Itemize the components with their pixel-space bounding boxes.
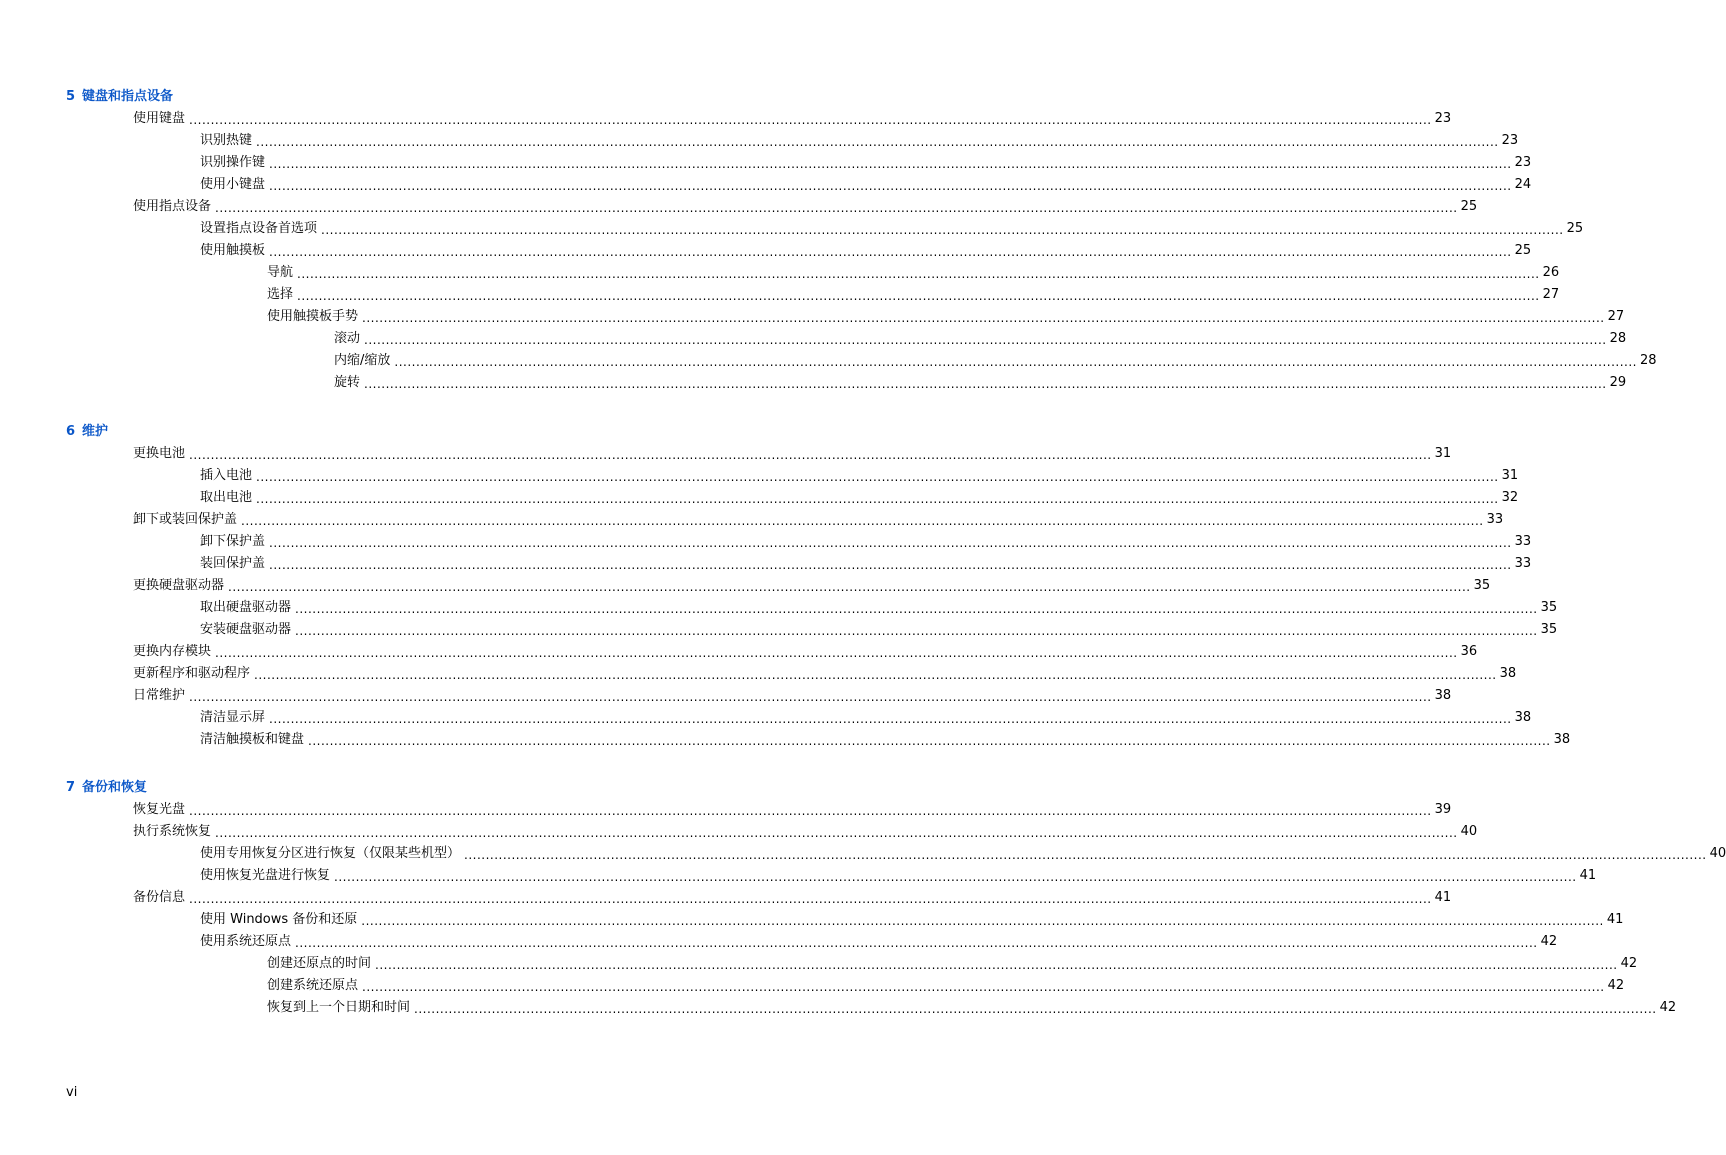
toc-entry-page: 32 — [1501, 490, 1519, 505]
toc-entry-title: 使用触摸板手势 — [267, 309, 359, 324]
toc-entry[interactable] — [200, 154, 1532, 172]
dot-leader: ................................................................................................................................................................................................................................................................................................ — [269, 179, 1512, 193]
dot-leader: ................................................................................................................................................................................................................................................................................................ — [269, 712, 1512, 726]
dot-leader: ................................................................................................................................................................................................................................................................................................ — [215, 826, 1458, 840]
toc-entry-title: 安装硬盘驱动器 — [200, 622, 292, 637]
toc-entry-title: 滚动 — [334, 331, 361, 346]
dot-leader: ................................................................................................................................................................................................................................................................................................ — [256, 492, 1499, 506]
toc-entry[interactable] — [133, 110, 1452, 128]
toc-entry[interactable] — [267, 977, 1625, 995]
toc-entry[interactable] — [133, 687, 1452, 705]
toc-entry-page: 28 — [1609, 331, 1627, 346]
toc-entry-title: 更换内存模块 — [133, 644, 212, 659]
dot-leader: ................................................................................................................................................................................................................................................................................................ — [269, 157, 1512, 171]
toc-entry-title: 设置指点设备首选项 — [200, 221, 318, 236]
dot-leader: ................................................................................................................................................................................................................................................................................................ — [228, 580, 1471, 594]
toc-entry[interactable] — [200, 555, 1532, 573]
toc-entry[interactable] — [334, 374, 1627, 392]
toc-entry[interactable] — [267, 999, 1677, 1017]
dot-leader: ................................................................................................................................................................................................................................................................................................ — [361, 914, 1604, 928]
toc-entry-page: 33 — [1514, 556, 1532, 571]
chapter-heading[interactable] — [66, 779, 147, 797]
toc-entry[interactable] — [200, 621, 1558, 639]
toc-entry-page: 42 — [1540, 934, 1558, 949]
toc-entry-title: 恢复光盘 — [133, 802, 186, 817]
toc-entry-title: 创建还原点的时间 — [267, 956, 372, 971]
dot-leader: ................................................................................................................................................................................................................................................................................................ — [256, 135, 1499, 149]
toc-entry-page: 23 — [1434, 111, 1452, 126]
toc-entry[interactable] — [200, 845, 1726, 863]
dot-leader: ................................................................................................................................................................................................................................................................................................ — [295, 624, 1538, 638]
chapter-number: 7 — [66, 780, 76, 795]
toc-entry-page: 40 — [1460, 824, 1478, 839]
toc-entry-page: 27 — [1607, 309, 1625, 324]
dot-leader: ................................................................................................................................................................................................................................................................................................ — [189, 448, 1432, 462]
toc-entry[interactable] — [200, 132, 1519, 150]
toc-entry-title: 使用恢复光盘进行恢复 — [200, 868, 331, 883]
toc-entry-page: 31 — [1434, 446, 1452, 461]
toc-entry-page: 25 — [1514, 243, 1532, 258]
chapter-heading[interactable] — [66, 423, 108, 441]
toc-entry-title: 日常维护 — [133, 688, 186, 703]
dot-leader: ................................................................................................................................................................................................................................................................................................ — [256, 470, 1499, 484]
toc-entry-title: 清洁显示屏 — [200, 710, 266, 725]
dot-leader: ................................................................................................................................................................................................................................................................................................ — [189, 113, 1432, 127]
toc-entry-page: 35 — [1473, 578, 1491, 593]
chapter-title: 维护 — [82, 424, 109, 439]
toc-entry-title: 使用 Windows 备份和还原 — [200, 912, 358, 927]
toc-entry[interactable] — [200, 467, 1519, 485]
dot-leader: ................................................................................................................................................................................................................................................................................................ — [364, 377, 1607, 391]
dot-leader: ................................................................................................................................................................................................................................................................................................ — [269, 558, 1512, 572]
toc-entry[interactable] — [200, 933, 1558, 951]
toc-entry[interactable] — [200, 533, 1532, 551]
toc-entry-page: 26 — [1542, 265, 1560, 280]
toc-entry-title: 更换电池 — [133, 446, 186, 461]
dot-leader: ................................................................................................................................................................................................................................................................................................ — [297, 289, 1540, 303]
toc-entry[interactable] — [200, 911, 1624, 929]
dot-leader: ................................................................................................................................................................................................................................................................................................ — [295, 602, 1538, 616]
toc-entry[interactable] — [267, 955, 1638, 973]
page-number: vi — [66, 1085, 78, 1100]
dot-leader: ................................................................................................................................................................................................................................................................................................ — [334, 870, 1577, 884]
toc-entry-title: 使用专用恢复分区进行恢复（仅限某些机型） — [200, 846, 461, 861]
toc-entry[interactable] — [133, 889, 1452, 907]
dot-leader: ................................................................................................................................................................................................................................................................................................ — [189, 892, 1432, 906]
toc-entry-page: 28 — [1639, 353, 1657, 368]
toc-entry-title: 更换硬盘驱动器 — [133, 578, 225, 593]
dot-leader: ................................................................................................................................................................................................................................................................................................ — [241, 514, 1484, 528]
toc-entry-page: 41 — [1579, 868, 1597, 883]
dot-leader: ................................................................................................................................................................................................................................................................................................ — [464, 848, 1707, 862]
dot-leader: ................................................................................................................................................................................................................................................................................................ — [189, 804, 1432, 818]
toc-entry-title: 旋转 — [334, 375, 361, 390]
toc-entry-page: 41 — [1434, 890, 1452, 905]
toc-entry[interactable] — [334, 352, 1657, 370]
dot-leader: ................................................................................................................................................................................................................................................................................................ — [295, 936, 1538, 950]
toc-entry-page: 33 — [1514, 534, 1532, 549]
toc-entry[interactable] — [200, 242, 1532, 260]
toc-entry-title: 取出硬盘驱动器 — [200, 600, 292, 615]
toc-entry[interactable] — [267, 264, 1560, 282]
dot-leader: ................................................................................................................................................................................................................................................................................................ — [362, 311, 1605, 325]
toc-entry[interactable] — [200, 599, 1558, 617]
toc-entry-title: 使用指点设备 — [133, 199, 212, 214]
toc-entry-title: 清洁触摸板和键盘 — [200, 732, 305, 747]
toc-entry-page: 29 — [1609, 375, 1627, 390]
toc-entry-title: 备份信息 — [133, 890, 186, 905]
toc-entry-page: 39 — [1434, 802, 1452, 817]
toc-entry[interactable] — [334, 330, 1627, 348]
dot-leader: ................................................................................................................................................................................................................................................................................................ — [215, 646, 1458, 660]
chapter-number: 5 — [66, 89, 76, 104]
toc-entry-title: 使用触摸板 — [200, 243, 266, 258]
toc-entry-page: 36 — [1460, 644, 1478, 659]
toc-entry-title: 识别热键 — [200, 133, 253, 148]
chapter-title: 键盘和指点设备 — [82, 89, 174, 104]
toc-entry-title: 取出电池 — [200, 490, 253, 505]
dot-leader: ................................................................................................................................................................................................................................................................................................ — [297, 267, 1540, 281]
toc-entry-title: 卸下保护盖 — [200, 534, 266, 549]
toc-entry-page: 23 — [1501, 133, 1519, 148]
toc-entry[interactable] — [133, 665, 1517, 683]
dot-leader: ................................................................................................................................................................................................................................................................................................ — [254, 668, 1497, 682]
toc-entry-title: 恢复到上一个日期和时间 — [267, 1000, 411, 1015]
toc-entry[interactable] — [133, 823, 1478, 841]
chapter-number: 6 — [66, 424, 76, 439]
dot-leader: ................................................................................................................................................................................................................................................................................................ — [189, 690, 1432, 704]
toc-entry[interactable] — [267, 286, 1560, 304]
toc-entry-page: 27 — [1542, 287, 1560, 302]
dot-leader: ................................................................................................................................................................................................................................................................................................ — [269, 536, 1512, 550]
toc-entry[interactable] — [133, 643, 1478, 661]
toc-entry-page: 40 — [1709, 846, 1726, 861]
toc-entry-title: 导航 — [267, 265, 294, 280]
toc-entry-page: 25 — [1460, 199, 1478, 214]
dot-leader: ................................................................................................................................................................................................................................................................................................ — [362, 980, 1605, 994]
toc-entry[interactable] — [267, 308, 1625, 326]
dot-leader: ................................................................................................................................................................................................................................................................................................ — [215, 201, 1458, 215]
toc-entry-title: 使用小键盘 — [200, 177, 266, 192]
toc-entry-page: 38 — [1434, 688, 1452, 703]
toc-entry[interactable] — [200, 731, 1571, 749]
toc-entry-page: 35 — [1540, 622, 1558, 637]
toc-entry-title: 更新程序和驱动程序 — [133, 666, 251, 681]
chapter-heading[interactable] — [66, 88, 173, 106]
toc-entry[interactable] — [200, 176, 1532, 194]
chapter-title: 备份和恢复 — [82, 780, 148, 795]
toc-entry-page: 33 — [1486, 512, 1504, 527]
toc-entry[interactable] — [200, 709, 1532, 727]
toc-entry-title: 选择 — [267, 287, 294, 302]
toc-entry[interactable] — [133, 577, 1491, 595]
toc-entry-page: 35 — [1540, 600, 1558, 615]
toc-entry-title: 插入电池 — [200, 468, 253, 483]
dot-leader: ................................................................................................................................................................................................................................................................................................ — [321, 223, 1564, 237]
toc-entry-page: 31 — [1501, 468, 1519, 483]
toc-entry-title: 装回保护盖 — [200, 556, 266, 571]
toc-entry-page: 38 — [1514, 710, 1532, 725]
toc-entry-page: 23 — [1514, 155, 1532, 170]
toc-entry[interactable] — [133, 445, 1452, 463]
toc-entry[interactable] — [200, 489, 1519, 507]
toc-entry[interactable] — [133, 801, 1452, 819]
dot-leader: ................................................................................................................................................................................................................................................................................................ — [269, 245, 1512, 259]
dot-leader: ................................................................................................................................................................................................................................................................................................ — [308, 734, 1551, 748]
toc-entry-title: 执行系统恢复 — [133, 824, 212, 839]
dot-leader: ................................................................................................................................................................................................................................................................................................ — [375, 958, 1618, 972]
toc-entry[interactable] — [200, 220, 1584, 238]
toc-entry-title: 使用键盘 — [133, 111, 186, 126]
toc-entry-page: 42 — [1620, 956, 1638, 971]
dot-leader: ................................................................................................................................................................................................................................................................................................ — [394, 355, 1637, 369]
toc-entry-title: 创建系统还原点 — [267, 978, 359, 993]
toc-entry-page: 25 — [1566, 221, 1584, 236]
toc-entry[interactable] — [133, 511, 1504, 529]
dot-leader: ................................................................................................................................................................................................................................................................................................ — [414, 1002, 1657, 1016]
toc-entry-page: 41 — [1606, 912, 1624, 927]
toc-entry-page: 24 — [1514, 177, 1532, 192]
toc-entry-page: 42 — [1607, 978, 1625, 993]
toc-entry-page: 38 — [1499, 666, 1517, 681]
toc-entry-title: 卸下或装回保护盖 — [133, 512, 238, 527]
dot-leader: ................................................................................................................................................................................................................................................................................................ — [364, 333, 1607, 347]
toc-entry-title: 内缩/缩放 — [334, 353, 391, 368]
toc-entry-page: 38 — [1553, 732, 1571, 747]
toc-entry-page: 42 — [1659, 1000, 1677, 1015]
toc-entry-title: 使用系统还原点 — [200, 934, 292, 949]
toc-entry[interactable] — [133, 198, 1478, 216]
toc-entry[interactable] — [200, 867, 1597, 885]
toc-entry-title: 识别操作键 — [200, 155, 266, 170]
